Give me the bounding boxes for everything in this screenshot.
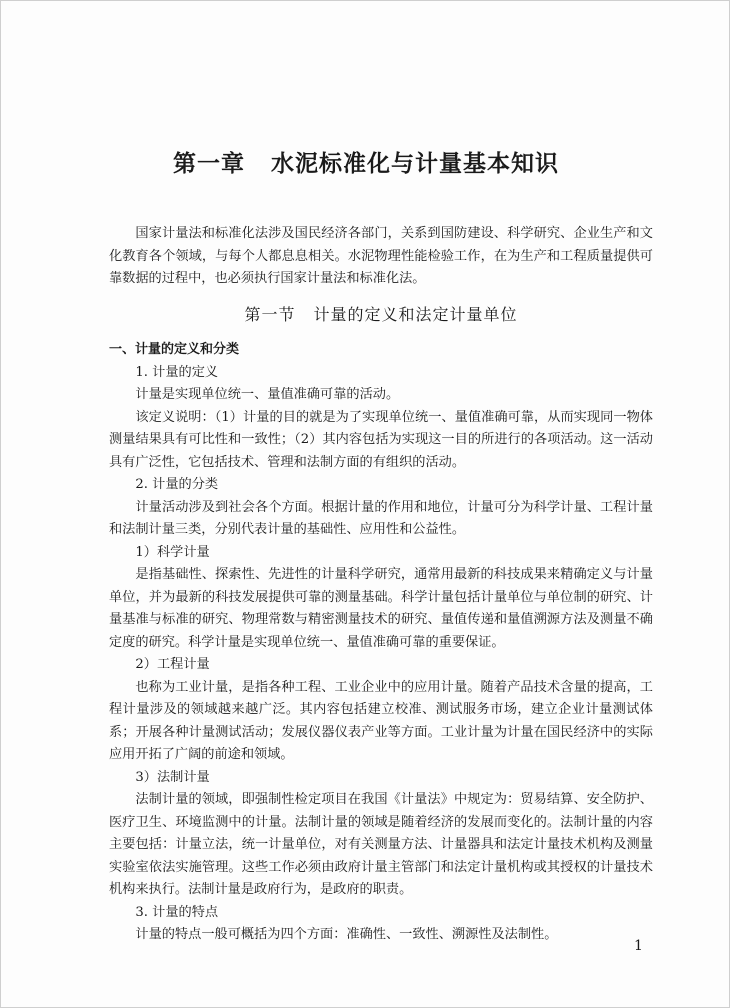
engineering-metrology-text: 也称为工业计量，是指各种工程、工业企业中的应用计量。随着产品技术含量的提高，工程计量涉及的领域越来越广泛。其内容包括建立校准、测试服务市场，建立企业计量测试体系；开展各种计量测试活动；发展仪器仪表产业等方面。工业计量为计量在国民经济中的实际应用开拓了广阔的前途和领域。 [109,679,653,762]
scientific-metrology-text: 是指基础性、探索性、先进性的计量科学研究，通常用最新的科技成果来精确定义与计量单位，并为最新的科技发展提供可靠的测量基础。科学计量包括计量单位与单位制的研究、计量基准与标准的研究、物理常数与精密测量技术的研究、量值传递和量值溯源方法及测量不确定度的研究。科学计量是实现单位统一、量值准确可靠的重要保证。 [109,567,653,650]
definition-text: 计量是实现单位统一、量值准确可靠的活动。 [135,387,400,402]
item-characteristics-title: 3. 计量的特点 [135,904,219,920]
scientific-metrology-title: 1）科学计量 [135,544,210,560]
section-title [109,304,653,327]
intro-paragraph: 国家计量法和标准化法涉及国民经济各部门，关系到国防建设、科学研究、企业生产和文化教育各个领域，与每个人都息息相关。水泥物理性能检验工作，在为生产和工程质量提供可靠数据的过程中，也必须执行国家计量法和标准化法。 [109,226,653,286]
chapter-name: 水泥标准化与计量基本知识 [271,151,559,177]
section-label: 第一节 [244,304,296,324]
page-number: 1 [634,938,643,954]
engineering-metrology-title: 2）工程计量 [135,657,210,672]
item-definition-title: 1. 计量的定义 [135,364,219,380]
body-content [109,223,653,947]
characteristics-text: 计量的特点一般可概括为四个方面：准确性、一致性、溯源性及法制性。 [135,927,558,942]
chapter-title [1,145,730,178]
legal-metrology-title: 3）法制计量 [135,769,210,785]
subsection-heading: 一、计量的定义和分类 [109,342,240,357]
definition-note: 该定义说明：（1）计量的目的就是为了实现单位统一、量值准确可靠，从而实现同一物体测量结果具有可比性和一致性；（2）其内容包括为实现这一目的所进行的各项活动。这一活动具有广泛性，它包括技术、管理和法制方面的有组织的活动。 [109,409,653,470]
item-classification-title: 2. 计量的分类 [135,477,219,492]
classification-text: 计量活动涉及到社会各个方面。根据计量的作用和地位，计量可分为科学计量、工程计量和法制计量三类，分别代表计量的基础性、应用性和公益性。 [109,499,653,537]
section-name: 计量的定义和法定计量单位 [313,304,518,324]
chapter-label: 第一章 [173,151,245,177]
legal-metrology-text: 法制计量的领域，即强制性检定项目在我国《计量法》中规定为：贸易结算、安全防护、医疗卫生、环境监测中的计量。法制计量的领域是随着经济的发展而变化的。法制计量的内容主要包括：计量立法，统一计量单位，对有关测量方法、计量器具和法定计量技术机构及测量实验室依法实施管理。这些工作必须由政府计量主管部门和法定计量机构或其授权的计量技术机构来执行。法制计量是政府行为，是政府的职责。 [109,792,653,897]
